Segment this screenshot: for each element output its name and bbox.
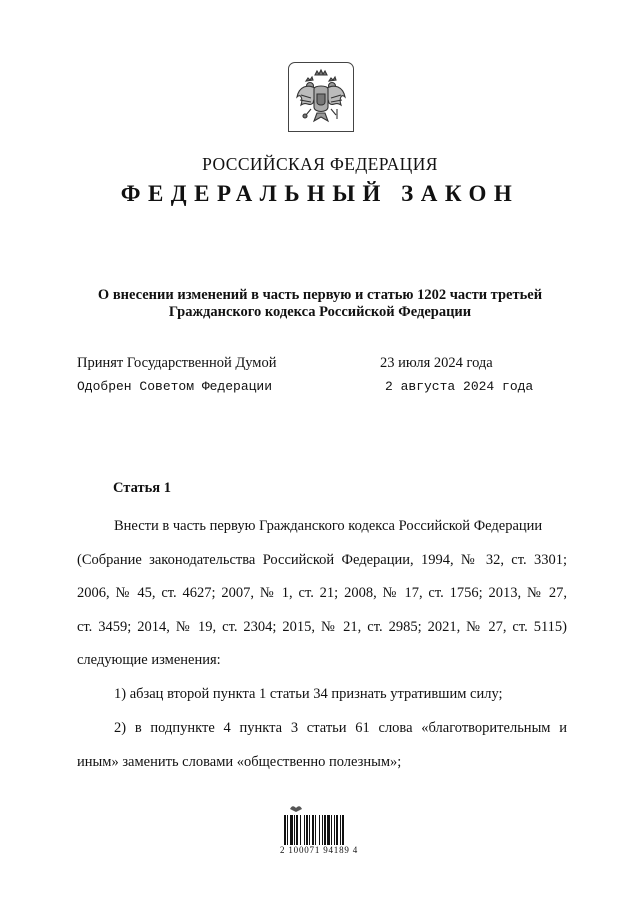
law-title-line-1: О внесении изменений в часть первую и статью 1202 части третьей xyxy=(97,287,543,303)
council-label: Одобрен Советом Федерации xyxy=(77,379,273,394)
coat-of-arms-icon xyxy=(293,67,349,127)
article-heading: Статья 1 xyxy=(113,480,171,496)
council-date: 2 августа 2024 года xyxy=(385,379,534,394)
amendment-item-1 xyxy=(77,678,567,712)
emblem-frame xyxy=(288,62,354,132)
paragraph-line: 1) абзац второй пункта 1 статьи 34 признать утратившим силу; xyxy=(114,686,503,702)
document-type: ФЕДЕРАЛЬНЫЙ ЗАКОН xyxy=(120,181,520,206)
barcode-number: 2 100071 94189 4 xyxy=(280,845,359,855)
paragraph-line: иным» заменить словами «общественно полезным»; xyxy=(77,753,402,770)
article-intro-paragraph xyxy=(77,510,567,678)
paragraph-line: 2) в подпункте 4 пункта 3 статьи 61 слова «благотворительным и xyxy=(114,720,567,736)
barcode-icon xyxy=(284,815,356,845)
law-title-line-2: Гражданского кодекса Российской Федерации xyxy=(168,304,472,320)
small-eagle-mark-icon xyxy=(289,803,303,813)
paragraph-line: 2006, № 45, ст. 4627; 2007, № 1, ст. 21; 2008, № 17, ст. 1756; 2013, № 27, xyxy=(77,585,567,601)
paragraph-line: следующие изменения: xyxy=(77,652,221,668)
duma-date: 23 июля 2024 года xyxy=(380,355,493,371)
law-title xyxy=(0,287,640,321)
duma-label: Принят Государственной Думой xyxy=(77,355,277,371)
country-name: РОССИЙСКАЯ ФЕДЕРАЦИЯ xyxy=(202,154,438,174)
paragraph-line: ст. 3459; 2014, № 19, ст. 2304; 2015, № 21, ст. 2985; 2021, № 27, ст. 5115) xyxy=(77,618,567,635)
amendment-item-2 xyxy=(77,712,567,779)
paragraph-line: Внести в часть первую Гражданского кодекса Российской Федерации xyxy=(114,518,543,534)
paragraph-line: (Собрание законодательства Российской Федерации, 1994, № 32, ст. 3301; xyxy=(77,551,567,568)
